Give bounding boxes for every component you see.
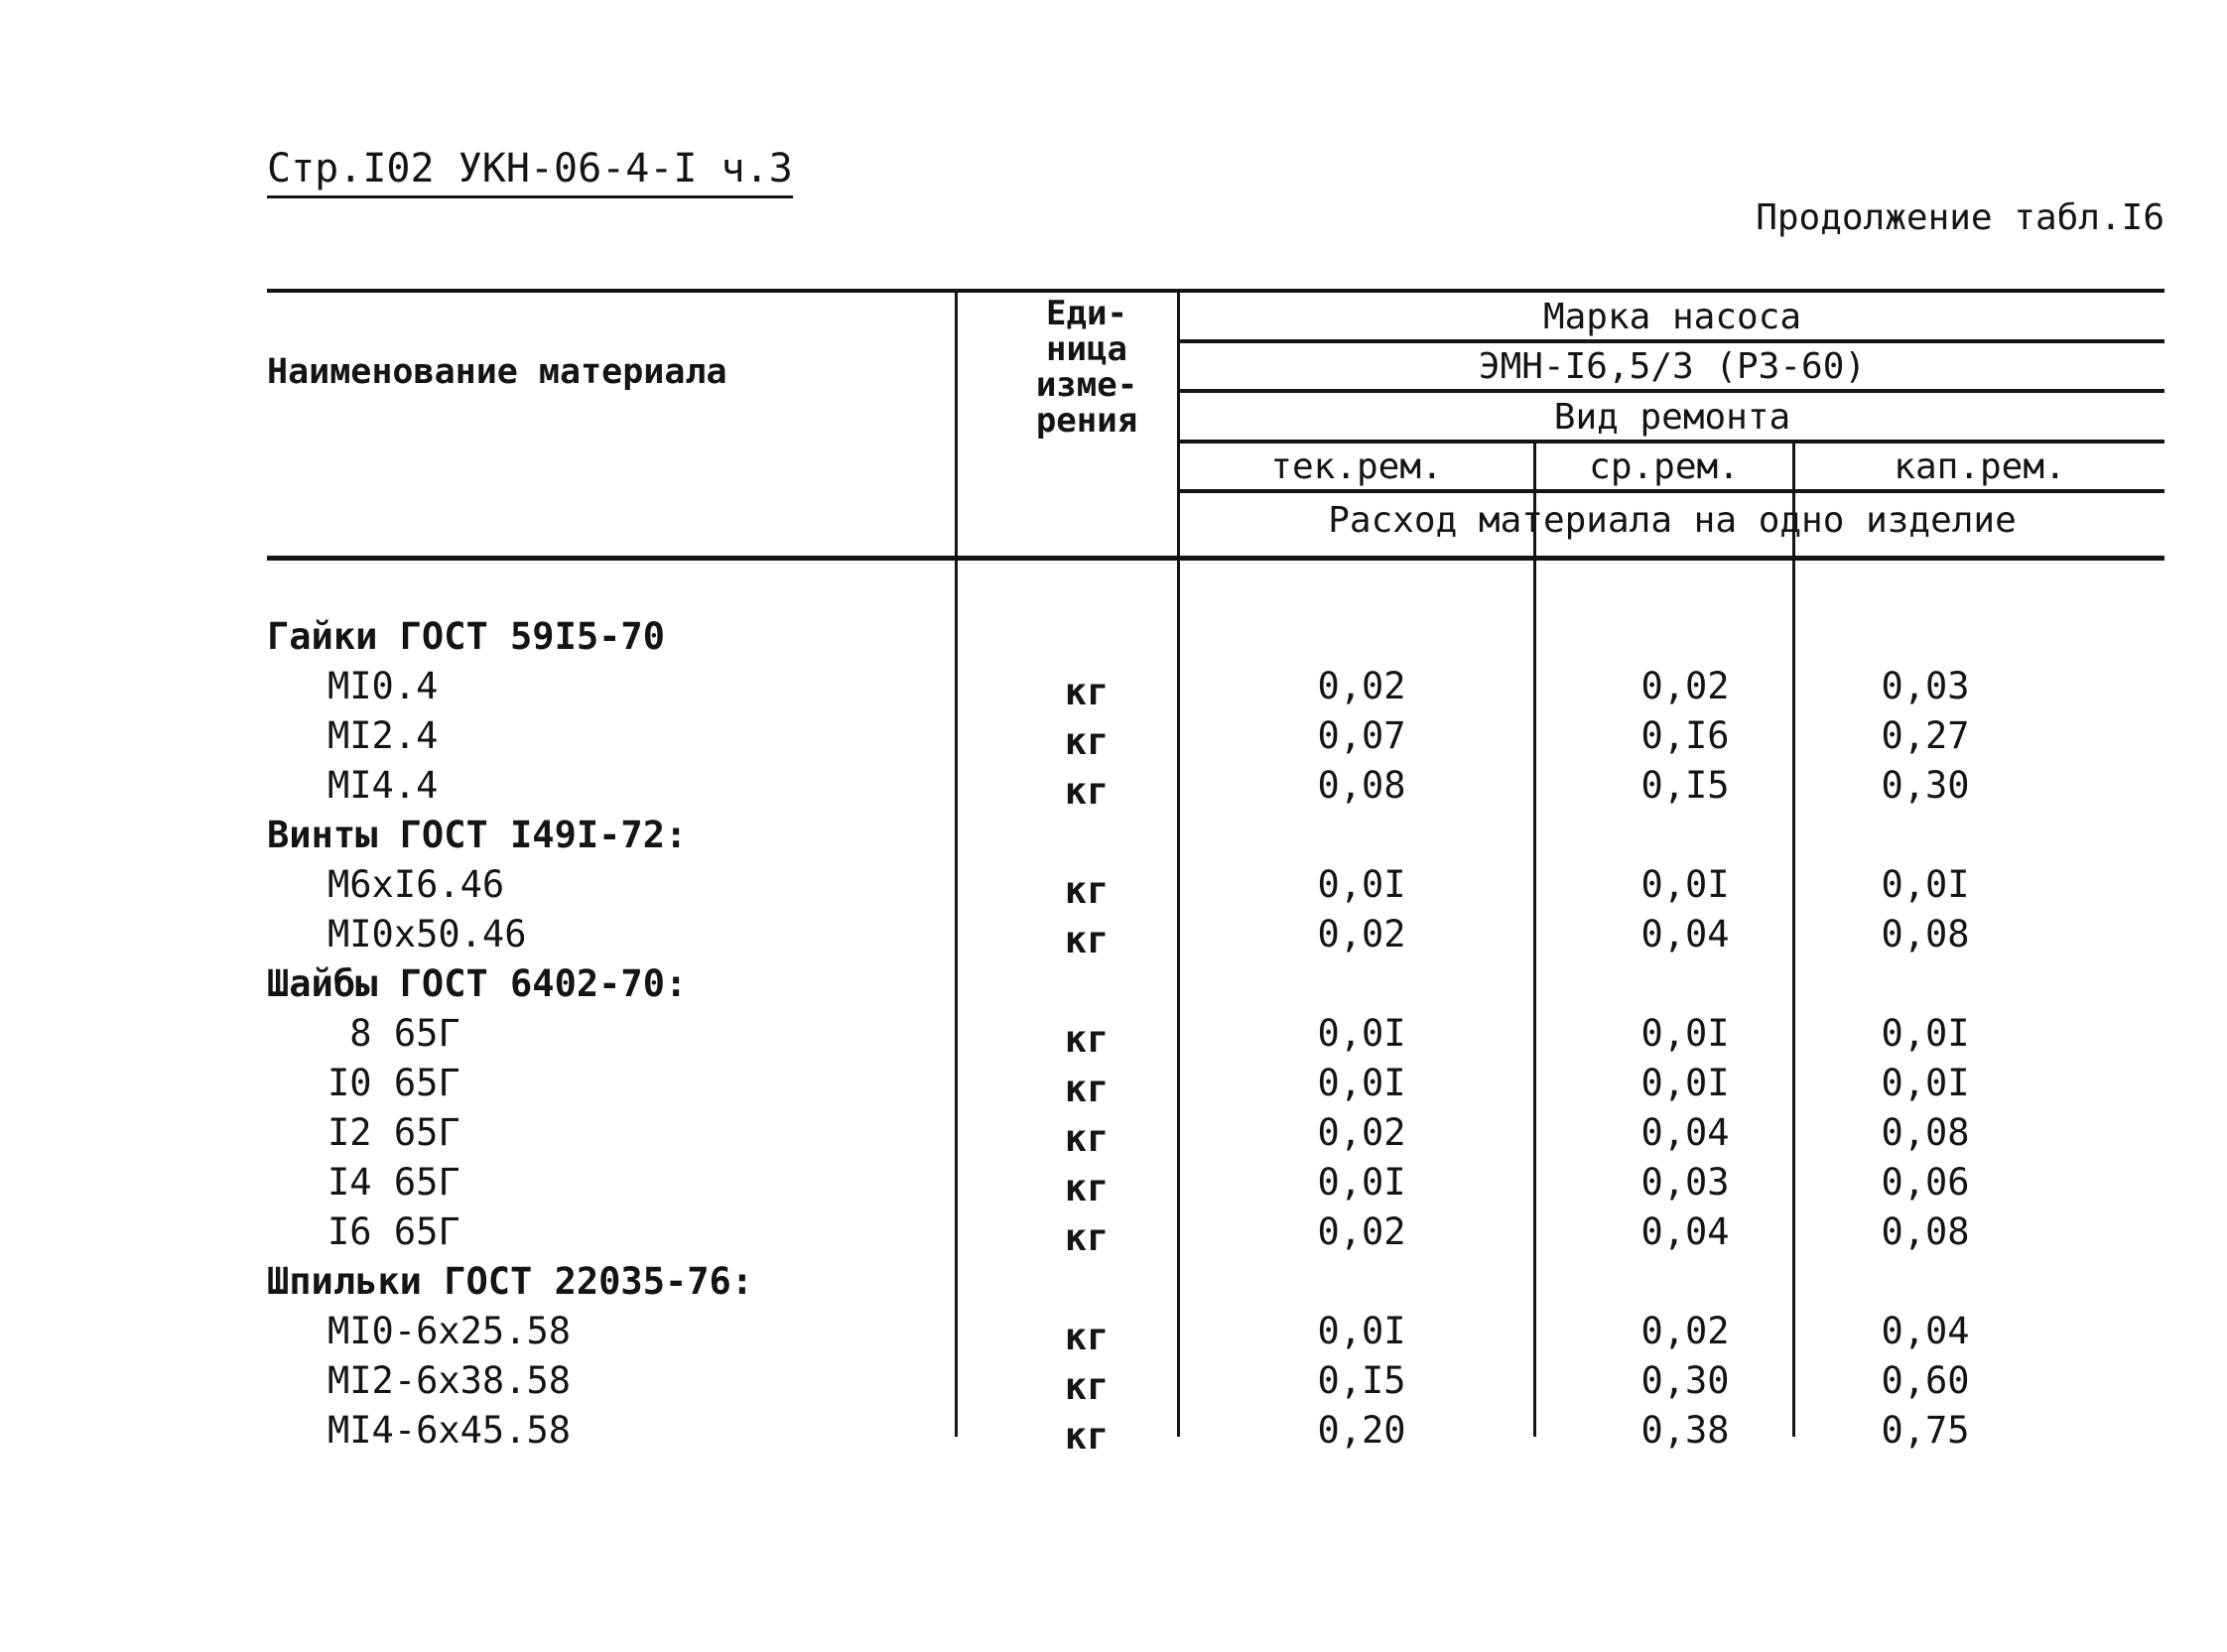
sr-rem-cell: 0,02: [1640, 665, 1730, 707]
consumption-label: Расход материала на одно изделие: [1328, 500, 2017, 541]
material-name-header: Наименование материала: [267, 352, 727, 392]
unit-header-line: рения: [1035, 401, 1138, 441]
tek-rem-cell: 0,I5: [1317, 1359, 1406, 1402]
kap-rem-cell: 0,03: [1881, 665, 1970, 707]
material-name-cell: МI2.4: [328, 714, 439, 757]
kap-rem-cell: 0,04: [1881, 1310, 1970, 1352]
sr-rem-cell: 0,I6: [1640, 714, 1730, 757]
sr-rem-cell: 0,I5: [1640, 764, 1730, 807]
kap-rem-cell: 0,0I: [1881, 1012, 1970, 1055]
tek-rem-cell: 0,20: [1317, 1409, 1406, 1452]
tek-rem-cell: 0,0I: [1317, 1062, 1406, 1104]
unit-cell: кг: [1064, 1216, 1110, 1259]
column-divider-tek-sr: [1533, 442, 1536, 1437]
unit-cell: кг: [1064, 869, 1110, 912]
unit-cell: кг: [1064, 1415, 1110, 1458]
sr-rem-cell: 0,30: [1640, 1359, 1730, 1402]
pump-brand-label: Марка насоса: [1542, 297, 1802, 337]
page-reference: Стр.I02 УКН-06-4-I ч.3: [267, 144, 793, 198]
material-name-cell: М6хI6.46: [328, 863, 505, 906]
unit-header-line: Еди-: [1046, 294, 1127, 333]
sr-rem-cell: 0,04: [1640, 1111, 1730, 1154]
unit-cell: кг: [1064, 1365, 1110, 1408]
material-name-cell: I2 65Г: [328, 1111, 460, 1154]
material-name-cell: МI2-6х38.58: [328, 1359, 572, 1402]
sr-rem-cell: 0,38: [1640, 1409, 1730, 1452]
material-name-cell: МI0.4: [328, 665, 439, 707]
material-group-heading: Шпильки ГОСТ 22035-76:: [267, 1260, 754, 1303]
unit-cell: кг: [1064, 671, 1110, 713]
kap-rem-cell: 0,27: [1881, 714, 1970, 757]
material-name-cell: I6 65Г: [328, 1210, 460, 1253]
material-name-cell: МI0-6х25.58: [328, 1310, 572, 1352]
material-name-cell: 8 65Г: [328, 1012, 460, 1055]
kap-rem-cell: 0,06: [1881, 1161, 1970, 1204]
kap-rem-cell: 0,08: [1881, 1111, 1970, 1154]
unit-of-measure-header: [992, 296, 1181, 439]
header-rule-model: [1178, 389, 2164, 393]
material-name-cell: I0 65Г: [328, 1062, 460, 1104]
material-group-heading: Шайбы ГОСТ 6402-70:: [267, 962, 688, 1005]
repair-type-kap: кап.рем.: [1894, 446, 2066, 487]
header-rule-brand: [1178, 339, 2164, 343]
sr-rem-cell: 0,04: [1640, 913, 1730, 955]
table-top-rule: [267, 289, 2164, 293]
repair-type-label: Вид ремонта: [1553, 397, 1791, 438]
header-rule-types: [1178, 489, 2164, 493]
unit-cell: кг: [1064, 919, 1110, 961]
repair-type-tek: тек.рем.: [1270, 446, 1443, 487]
tek-rem-cell: 0,02: [1317, 1210, 1406, 1253]
sr-rem-cell: 0,04: [1640, 1210, 1730, 1253]
kap-rem-cell: 0,0I: [1881, 863, 1970, 906]
material-name-cell: МI0х50.46: [328, 913, 527, 955]
tek-rem-cell: 0,07: [1317, 714, 1406, 757]
header-rule-repair: [1178, 440, 2164, 444]
pump-brand-value: ЭМН-I6,5/3 (РЗ-60): [1478, 346, 1867, 387]
kap-rem-cell: 0,30: [1881, 764, 1970, 807]
sr-rem-cell: 0,0I: [1640, 1012, 1730, 1055]
material-name-cell: I4 65Г: [328, 1161, 460, 1204]
kap-rem-cell: 0,0I: [1881, 1062, 1970, 1104]
tek-rem-cell: 0,0I: [1317, 1012, 1406, 1055]
unit-cell: кг: [1064, 1167, 1110, 1209]
unit-cell: кг: [1064, 770, 1110, 813]
unit-cell: кг: [1064, 1018, 1110, 1061]
sr-rem-cell: 0,0I: [1640, 863, 1730, 906]
material-name-cell: МI4.4: [328, 764, 439, 807]
sr-rem-cell: 0,0I: [1640, 1062, 1730, 1104]
material-name-cell: МI4-6х45.58: [328, 1409, 572, 1452]
material-group-heading: Винты ГОСТ I49I-72:: [267, 814, 688, 856]
tek-rem-cell: 0,02: [1317, 665, 1406, 707]
sr-rem-cell: 0,03: [1640, 1161, 1730, 1204]
unit-header-line: изме-: [1035, 365, 1138, 405]
material-group-heading: Гайки ГОСТ 59I5-70: [267, 615, 665, 658]
sr-rem-cell: 0,02: [1640, 1310, 1730, 1352]
tek-rem-cell: 0,0I: [1317, 863, 1406, 906]
tek-rem-cell: 0,0I: [1317, 1310, 1406, 1352]
kap-rem-cell: 0,08: [1881, 913, 1970, 955]
kap-rem-cell: 0,60: [1881, 1359, 1970, 1402]
tek-rem-cell: 0,02: [1317, 913, 1406, 955]
unit-cell: кг: [1064, 720, 1110, 763]
unit-cell: кг: [1064, 1316, 1110, 1358]
unit-header-line: ница: [1046, 329, 1127, 369]
column-divider-unit-left: [955, 291, 958, 1437]
tek-rem-cell: 0,08: [1317, 764, 1406, 807]
kap-rem-cell: 0,08: [1881, 1210, 1970, 1253]
tek-rem-cell: 0,0I: [1317, 1161, 1406, 1204]
tek-rem-cell: 0,02: [1317, 1111, 1406, 1154]
header-bottom-rule: [267, 556, 2164, 561]
kap-rem-cell: 0,75: [1881, 1409, 1970, 1452]
unit-cell: кг: [1064, 1068, 1110, 1110]
table-continuation-label: Продолжение табл.I6: [1756, 197, 2164, 238]
repair-type-sr: ср.рем.: [1589, 446, 1740, 487]
unit-cell: кг: [1064, 1117, 1110, 1160]
